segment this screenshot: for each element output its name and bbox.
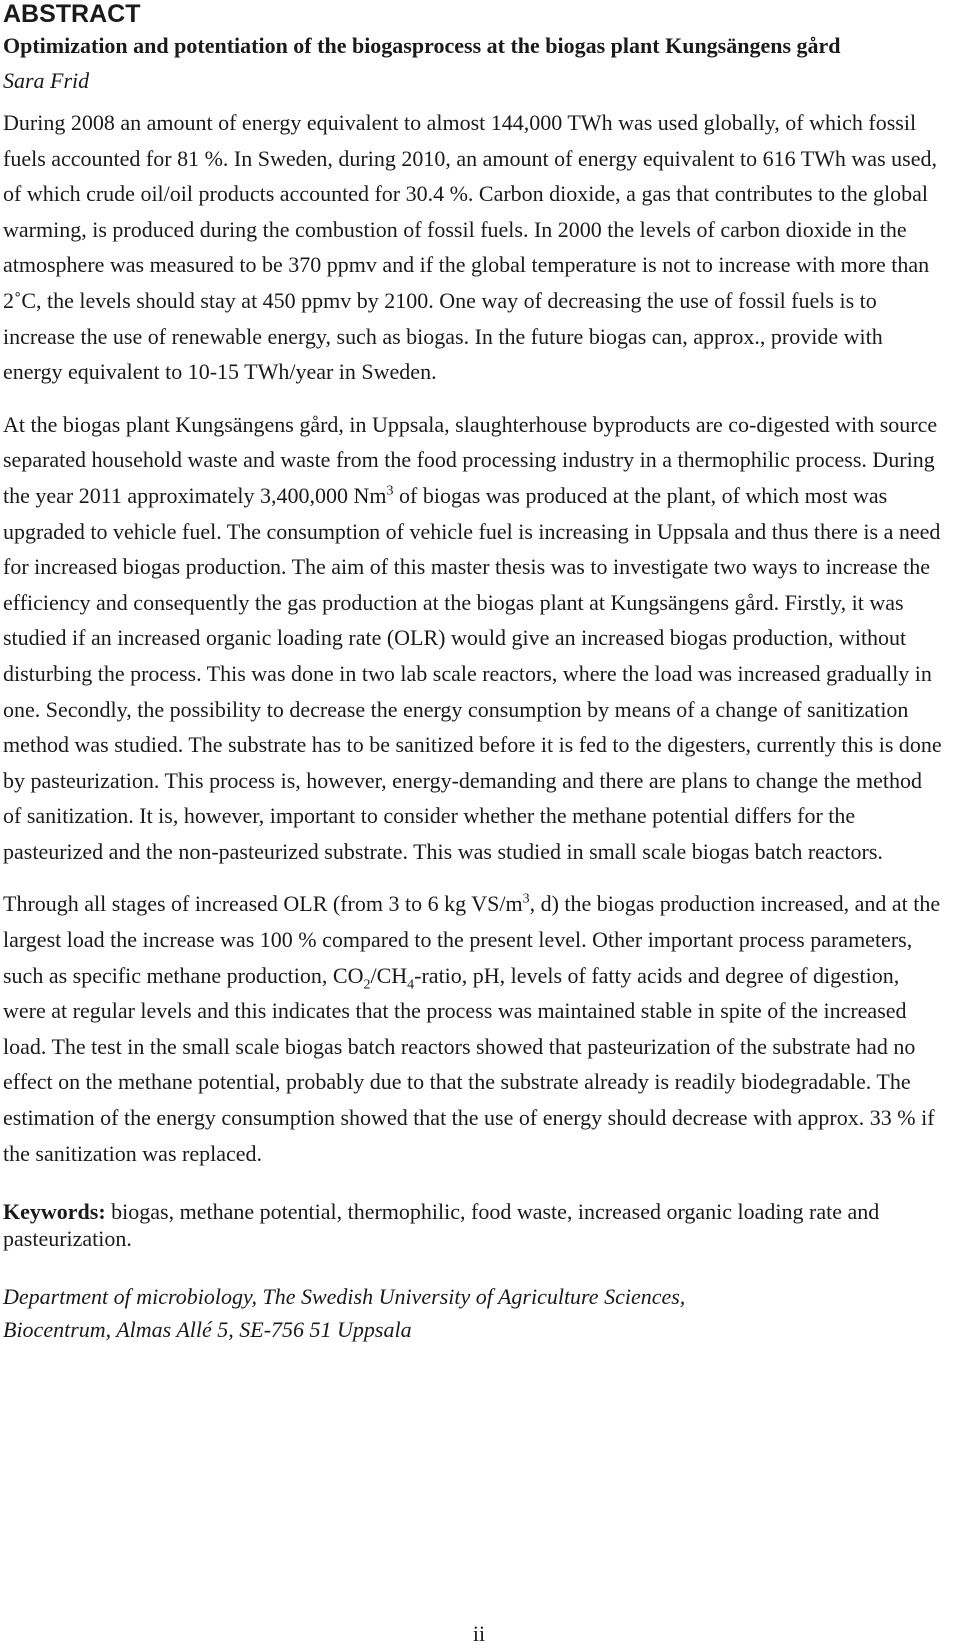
superscript-cubed: 3 bbox=[386, 483, 394, 499]
paragraph-3-text-a: Through all stages of increased OLR (from 3 to 6 kg VS/m bbox=[3, 891, 523, 917]
paragraph-3-text-c: /CH bbox=[370, 962, 408, 988]
author-name: Sara Frid bbox=[3, 68, 90, 93]
paragraph-3-text-b: , d) the biogas production increased, and at the largest load the increase was 100 % compared to the present level. Other important process parameters, such as specific methane production, CO bbox=[3, 891, 941, 988]
abstract-paragraph-3 bbox=[3, 886, 943, 1171]
keywords bbox=[3, 1198, 943, 1252]
affiliation-line-2: Biocentrum, Almas Allé 5, SE-756 51 Uppsala bbox=[3, 1317, 412, 1343]
thesis-title: Optimization and potentiation of the biogasprocess at the biogas plant Kungsängens gård bbox=[3, 33, 841, 58]
subscript-two: 2 bbox=[363, 977, 371, 993]
paragraph-2-text-a: At the biogas plant Kungsängens gård, in Uppsala, slaughterhouse byproducts are co-digested with source separated household waste and waste from the food processing industry in a thermophilic process. During the year 2011 approximately 3,400,000 Nm bbox=[3, 411, 938, 508]
paragraph-3-text-d: -ratio, pH, levels of fatty acids and degree of digestion, were at regular levels and this indicates that the process was maintained stable in spite of the increased load. The test in the small scale biogas batch reactors showed that pasteurization of the substrate had no effect on the methane potential, probably due to that the substrate already is readily biodegradable. The estimation of the energy consumption showed that the use of energy should decrease with approx. 33 % if the sanitization was replaced. bbox=[3, 962, 935, 1166]
abstract-paragraph-2 bbox=[3, 407, 943, 870]
abstract-paragraph-1: During 2008 an amount of energy equivalent to almost 144,000 TWh was used globally, of which fossil fuels accounted for 81 %. In Sweden, during 2010, an amount of energy equivalent to 616 TWh was used, of which crude oil/oil products accounted for 30.4 %. Carbon dioxide, a gas that contributes to the global warming, is produced during the combustion of fossil fuels. In 2000 the levels of carbon dioxide in the atmosphere was measured to be 370 ppmv and if the global temperature is not to increase with more than 2˚C, the levels should stay at 450 ppmv by 2100. One way of decreasing the use of fossil fuels is to increase the use of renewable energy, such as biogas. In the future biogas can, approx., provide with energy equivalent to 10-15 TWh/year in Sweden. bbox=[3, 110, 937, 385]
affiliation bbox=[3, 1280, 943, 1346]
affiliation-line-1: Department of microbiology, The Swedish University of Agriculture Sciences, bbox=[3, 1284, 686, 1310]
keywords-label: Keywords: bbox=[3, 1199, 106, 1225]
abstract-heading: ABSTRACT bbox=[3, 0, 141, 28]
abstract-page bbox=[3, 0, 943, 1346]
page-number: ii bbox=[472, 1621, 486, 1646]
superscript-cubed: 3 bbox=[522, 892, 530, 908]
subscript-four: 4 bbox=[407, 977, 415, 993]
paragraph-2-text-b: of biogas was produced at the plant, of which most was upgraded to vehicle fuel. The consumption of vehicle fuel is increasing in Uppsala and thus there is a need for increased biogas production. The aim of this master thesis was to investigate two ways to increase the efficiency and consequently the gas production at the biogas plant at Kungsängens gård. Firstly, it was studied if an increased organic loading rate (OLR) would give an increased biogas production, without disturbing the process. This was done in two lab scale reactors, where the load was increased gradually in one. Secondly, the possibility to decrease the energy consumption by means of a change of sanitization method was studied. The substrate has to be sanitized before it is fed to the digesters, currently this is done by pasteurization. This process is, however, energy-demanding and there are plans to change the method of sanitization. It is, however, important to consider whether the methane potential differs for the pasteurized and the non-pasteurized substrate. This was studied in small scale biogas batch reactors. bbox=[3, 482, 942, 864]
keywords-text: biogas, methane potential, thermophilic, food waste, increased organic loading rate and pasteurization. bbox=[3, 1199, 880, 1252]
